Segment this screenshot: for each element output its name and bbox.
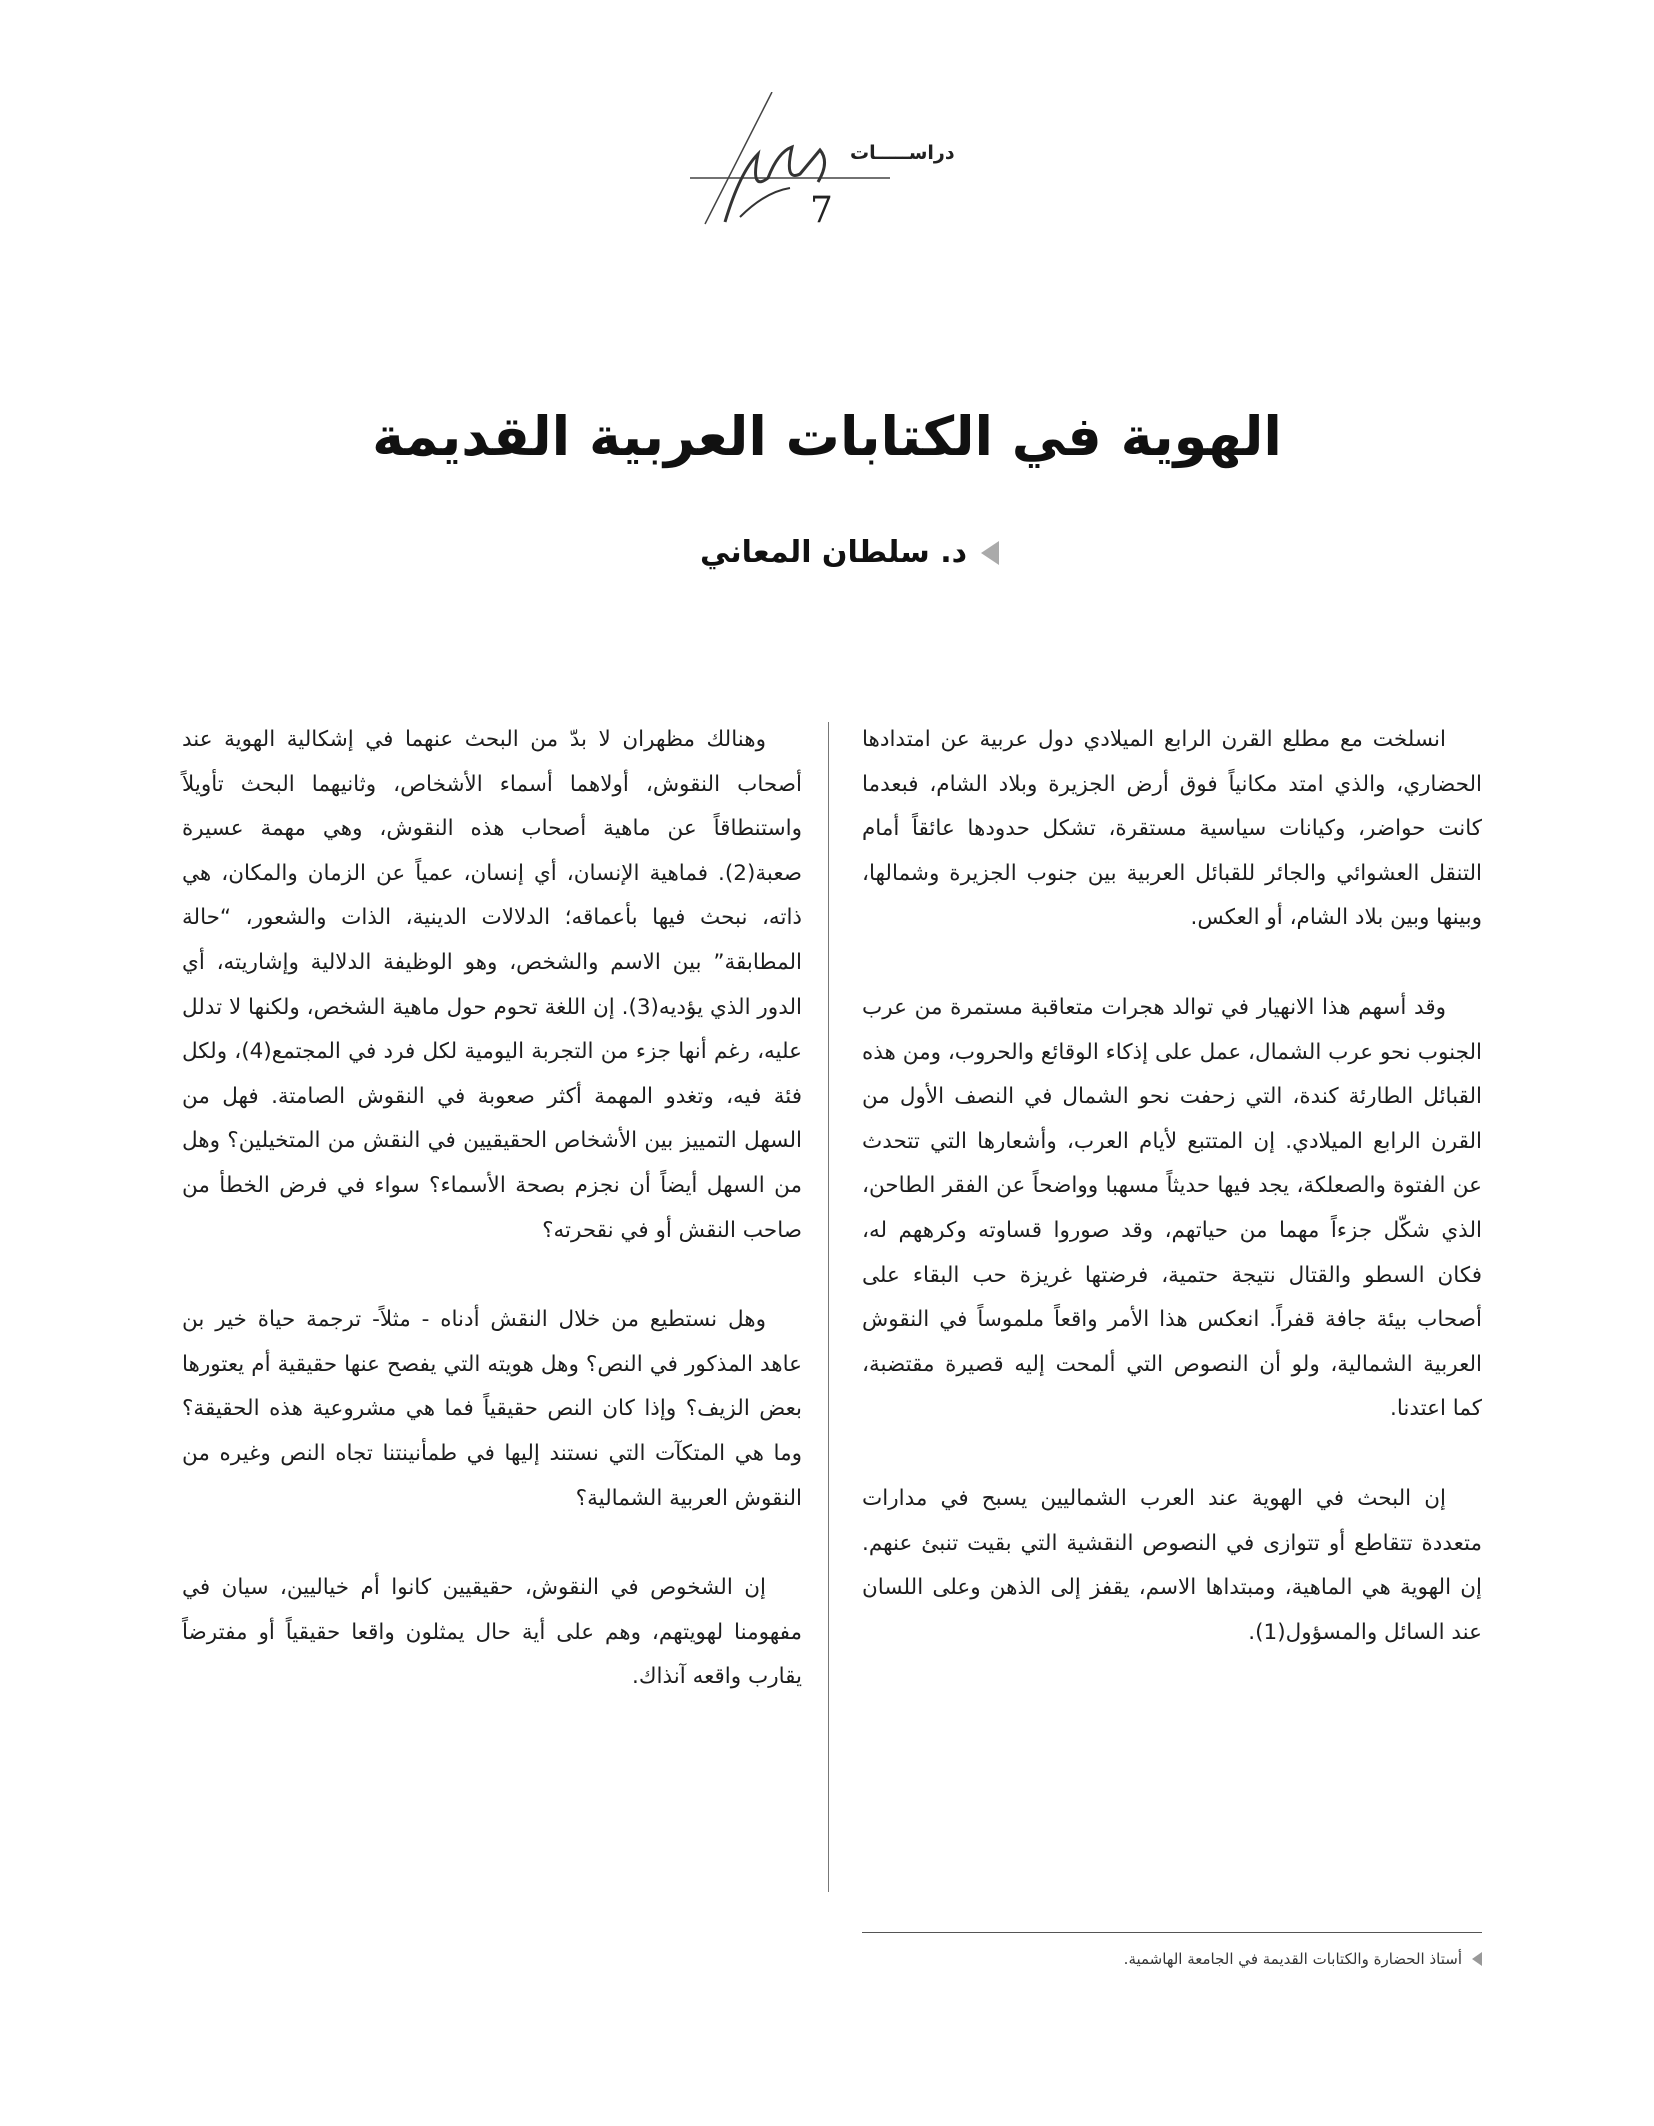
author-line (700, 535, 999, 570)
right-column (862, 718, 1482, 1700)
triangle-pointer-icon (1472, 1952, 1482, 1966)
left-column (182, 718, 802, 1745)
paragraph: إن الشخوص في النقوش، حقيقيين كانوا أم خياليين، سيان في مفهومنا لهويتهم، وهم على أية حال يمثلون واقعا حقيقياً أو مفترضاً يقارب واقعه آنذاك. (182, 1575, 802, 1690)
section-label: دراســـــات (850, 142, 955, 164)
magazine-logo-icon (680, 92, 1000, 242)
paragraph: انسلخت مع مطلع القرن الرابع الميلادي دول عربية عن امتدادها الحضاري، والذي امتد مكانياً فوق أرض الجزيرة وبلاد الشام، فبعدما كانت حواضر، وكيانات سياسية مستقرة، تشكل حدودها عائقاً أمام التنقل العشوائي والجائر للقبائل العربية بين جنوب الجزيرة وشمالها، وبينها وبين بلاد الشام، أو العكس. (862, 727, 1482, 931)
author-name: د. سلطان المعاني (700, 535, 967, 570)
paragraph: وهل نستطيع من خلال النقش أدناه - مثلاً- ترجمة حياة خير بن عاهد المذكور في النص؟ وهل هويته التي يفصح عنها حقيقية أم يعتورها بعض الزيف؟ وإذا كان النص حقيقياً فما هي مشروعية هذه الحقيقة؟ وما هي المتكآت التي نستند إليها في طمأنينتنا تجاه النص وغيره من النقوش العربية الشمالية؟ (182, 1307, 802, 1511)
paragraph: وهنالك مظهران لا بدّ من البحث عنهما في إشكالية الهوية عند أصحاب النقوش، أولاهما أسماء الأشخاص، وثانيهما البحث تأويلاً واستنطاقاً عن ماهية أصحاب هذه النقوش، وهي مهمة عسيرة صعبة(2). فماهية الإنسان، أي إنسان، عمياً عن الزمان والمكان، هي ذاته، نبحث فيها بأعماقه؛ الدلالات الدينية، الذات والشعور، “حالة المطابقة” بين الاسم والشخص، وهو الوظيفة الدلالية وإشاريته، أي الدور الذي يؤديه(3). إن اللغة تحوم حول ماهية الشخص، ولكنها لا تدلل عليه، رغم أنها جزء من التجربة اليومية لكل فرد في المجتمع(4)، ولكل فئة فيه، وتغدو المهمة أكثر صعوبة في النقوش الصامتة. فهل من السهل التمييز بين الأشخاص الحقيقيين في النقش من المتخيلين؟ وهل من السهل أيضاً أن نجزم بصحة الأسماء؟ سواء في فرض الخطأ من صاحب النقش أو في نقحرته؟ (182, 727, 802, 1243)
footnote-text: أستاذ الحضارة والكتابات القديمة في الجامعة الهاشمية. (1123, 1950, 1462, 1968)
paragraph: إن البحث في الهوية عند العرب الشماليين يسبح في مدارات متعددة تتقاطع أو تتوازى في النصوص النقشية التي بقيت تنبئ عنهم. إن الهوية هي الماهية، ومبتداها الاسم، يقفز إلى الذهن وعلى اللسان عند السائل والمسؤول(1). (862, 1485, 1482, 1645)
footnote (1124, 1950, 1482, 1968)
page-number: 7 (810, 190, 833, 231)
article-title: الهوية في الكتابات العربية القديمة (372, 405, 1282, 468)
paragraph: وقد أسهم هذا الانهيار في توالد هجرات متعاقبة مستمرة من عرب الجنوب نحو عرب الشمال، عمل على إذكاء الوقائع والحروب، ومن هذه القبائل الطارئة كندة، التي زحفت نحو الشمال في النصف الأول من القرن الرابع الميلادي. إن المتتبع لأيام العرب، وأشعارها التي تتحدث عن الفتوة والصعلكة، يجد فيها حديثاً مسهبا وواضحاً عن الفقر الطاحن، الذي شكّل جزءاً مهما من حياتهم، وقد صوروا قساوته وكرههم له، فكان السطو والقتال نتيجة حتمية، فرضتها غريزة حب البقاء على أصحاب بيئة جافة قفراً. انعكس هذا الأمر واقعاً ملموساً في النقوش العربية الشمالية، ولو أن النصوص التي ألمحت إليه قصيرة مقتضبة، كما اعتدنا. (862, 994, 1482, 1422)
footnote-rule (862, 1932, 1482, 1933)
column-divider (828, 722, 829, 1892)
triangle-pointer-icon (981, 541, 999, 565)
running-header (680, 92, 1000, 242)
